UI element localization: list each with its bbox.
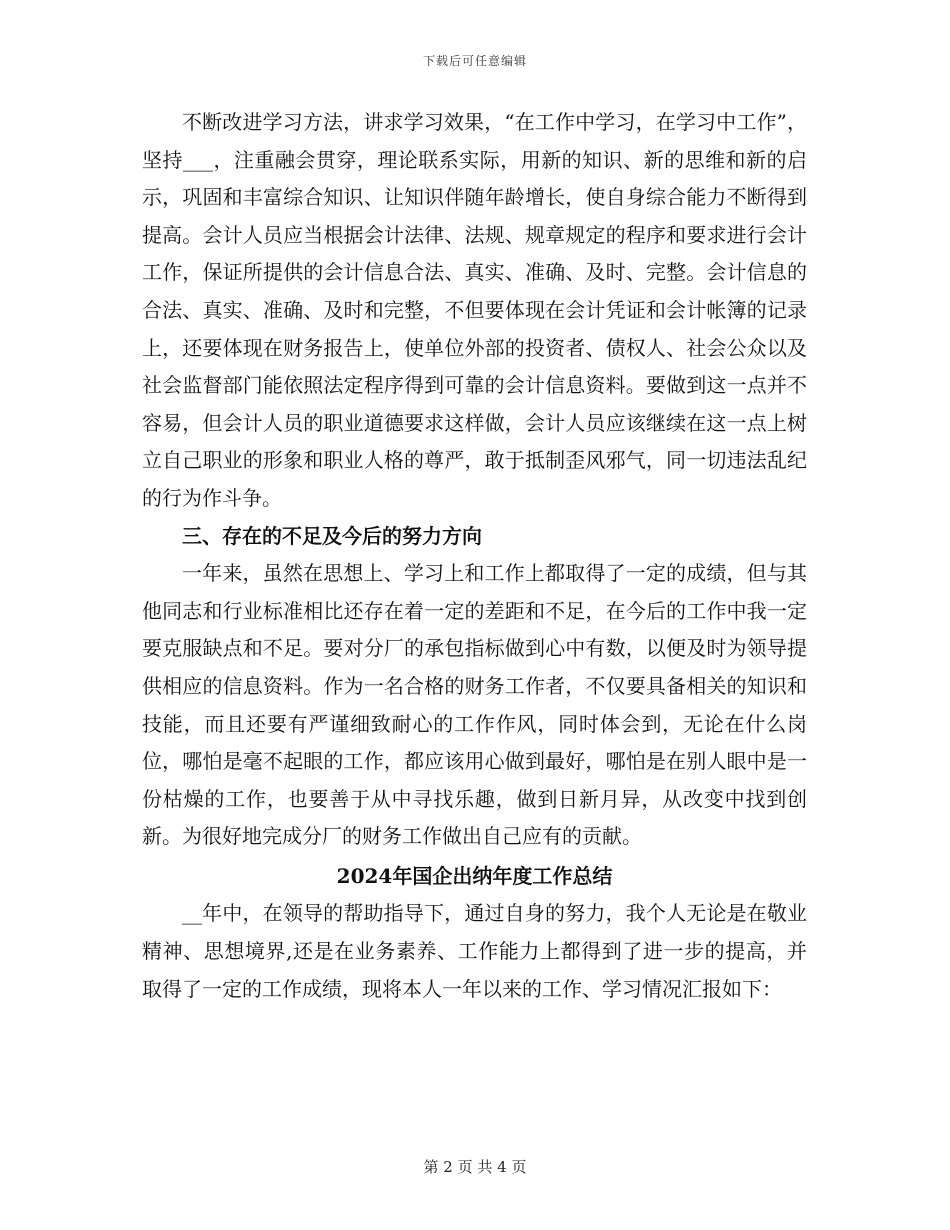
section-heading-shortcomings: 三、存在的不足及今后的努力方向 (182, 523, 482, 548)
document-title: 2024年国企出纳年度工作总结 (336, 863, 613, 888)
paragraph-intro: __年中，在领导的帮助指导下，通过自身的努力，我个人无论是在敬业精神、思想境界,还是在业务素养、工作能力上都得到了进一步的提高，并取得了一定的工作成绩，现将本人一年以来的工作、学习情况汇报如下： (142, 901, 807, 1001)
document-body (142, 104, 807, 1008)
page-number-footer: 第 2 页 共 4 页 (423, 1158, 527, 1176)
paragraph-shortcomings: 一年来，虽然在思想上、学习上和工作上都取得了一定的成绩，但与其他同志和行业标准相比还存在着一定的差距和不足，在今后的工作中我一定要克服缺点和不足。要对分厂的承包指标做到心中有数，以便及时为领导提供相应的信息资料。作为一名合格的财务工作者，不仅要具备相关的知识和技能，而且还要有严谨细致耐心的工作作风，同时体会到，无论在什么岗位，哪怕是毫不起眼的工作，都应该用心做到最好，哪怕是在别人眼中是一份枯燥的工作，也要善于从中寻找乐趣，做到日新月异，从改变中找到创新。为很好地完成分厂的财务工作做出自己应有的贡献。 (142, 561, 807, 849)
page-header: 下载后可任意编辑 (422, 54, 527, 68)
paragraph-study-methods: 不断改进学习方法，讲求学习效果，“在工作中学习，在学习中工作”，坚持___，注重融会贯穿，理论联系实际，用新的知识、新的思维和新的启示，巩固和丰富综合知识、让知识伴随年龄增长，使自身综合能力不断得到提高。会计人员应当根据会计法律、法规、规章规定的程序和要求进行会计工作，保证所提供的会计信息合法、真实、准确、及时、完整。会计信息的合法、真实、准确、及时和完整，不但要体现在会计凭证和会计帐簿的记录上，还要体现在财务报告上，使单位外部的投资者、债权人、社会公众以及社会监督部门能依照法定程序得到可靠的会计信息资料。要做到这一点并不容易，但会计人员的职业道德要求这样做，会计人员应该继续在这一点上树立自己职业的形象和职业人格的尊严，敢于抵制歪风邪气，同一切违法乱纪的行为作斗争。 (142, 110, 807, 510)
